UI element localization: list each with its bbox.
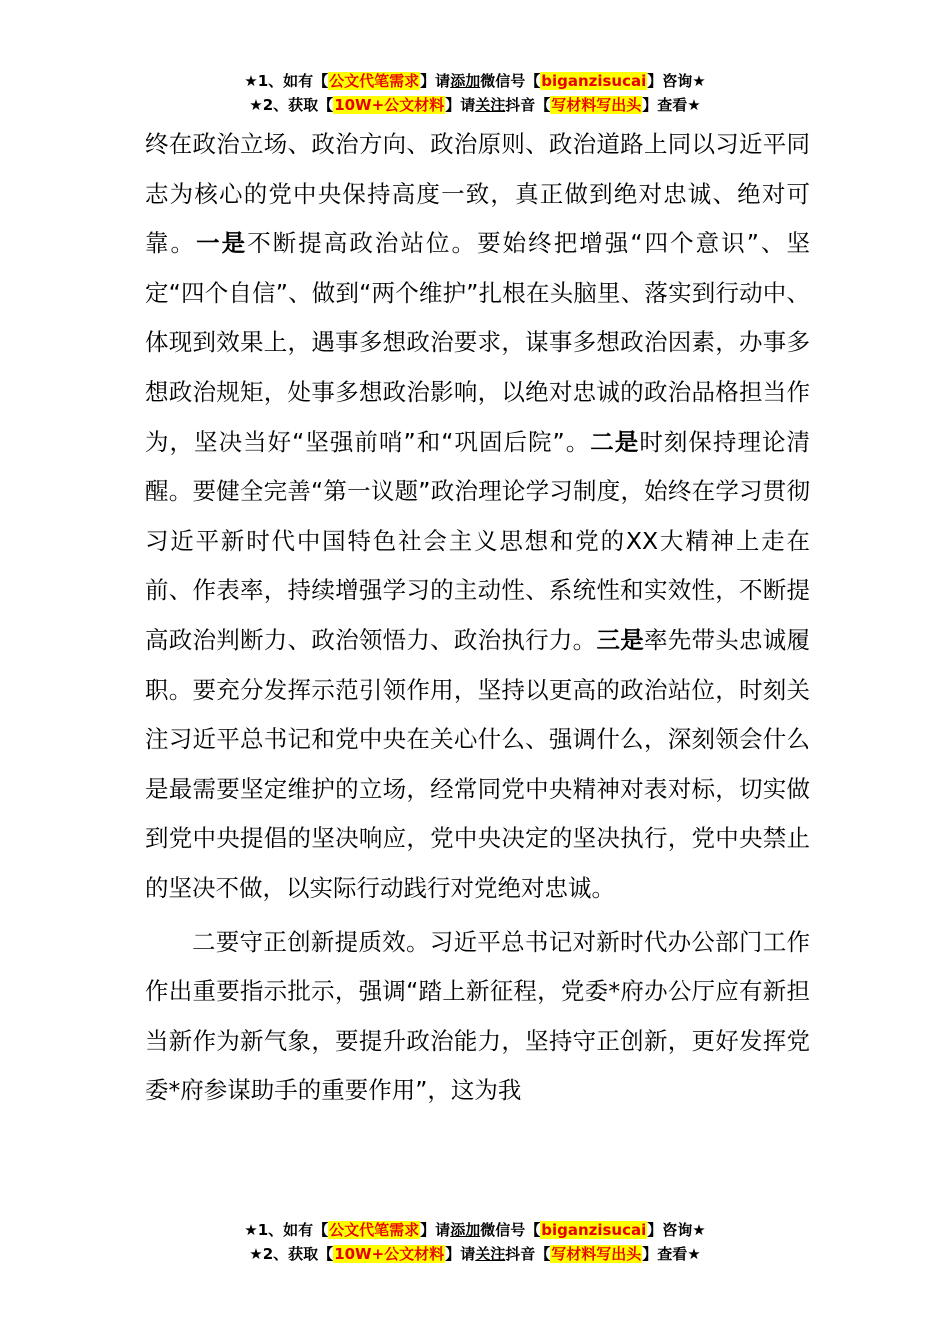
header-highlight-douyin: 写材料写出头: [551, 96, 642, 114]
header-line-1: ★1、如有【公文代笔需求】请添加微信号【biganzisucai】咨询★: [244, 72, 706, 90]
header-highlight-service: 公文代笔需求: [329, 72, 420, 90]
footer-highlight-service: 公文代笔需求: [329, 1221, 420, 1239]
header-line-2: ★2、获取【10W+公文材料】请关注抖音【写材料写出头】查看★: [249, 96, 701, 114]
footer-line-2: ★2、获取【10W+公文材料】请关注抖音【写材料写出头】查看★: [249, 1245, 701, 1263]
footer-highlight-douyin: 写材料写出头: [551, 1245, 642, 1263]
bold-marker-3: 三是: [596, 625, 644, 654]
paragraph-1: 终在政治立场、政治方向、政治原则、政治道路上同以习近平同志为核心的党中央保持高度一致，真正做到绝对忠诚、绝对可靠。一是不断提高政治站位。要始终把增强“四个意识”、坚定“四个自信”、做到“两个维护”扎根在头脑里、落实到行动中、体现到效果上，遇事多想政治要求，谋事多想政治因素，办事多想政治规矩，处事多想政治影响，以绝对忠诚的政治品格担当作为，坚决当好“坚强前哨”和“巩固后院”。二是时刻保持理论清醒。要健全完善“第一议题”政治理论学习制度，始终在学习贯彻习近平新时代中国特色社会主义思想和党的XX大精神上走在前、作表率，持续增强学习的主动性、系统性和实效性，不断提高政治判断力、政治领悟力、政治执行力。三是率先带头忠诚履职。要充分发挥示范引领作用，坚持以更高的政治站位，时刻关注习近平总书记和党中央在关心什么、强调什么，深刻领会什么是最需要坚定维护的立场，经常同党中央精神对表对标，切实做到党中央提倡的坚决响应，党中央决定的坚决执行，党中央禁止的坚决不做，以实际行动践行对党绝对忠诚。: [145, 130, 811, 902]
header-highlight-wechat: biganzisucai: [541, 72, 647, 90]
paragraph-2: 二要守正创新提质效。习近平总书记对新时代办公部门工作作出重要指示批示，强调“踏上新征程，党委*府办公厅应有新担当新作为新气象，要提升政治能力，坚持守正创新，更好发挥党委*府参谋助手的重要作用”，这为我: [145, 927, 810, 1105]
footer-highlight-materials: 10W+公文材料: [334, 1245, 445, 1263]
header-banner: [0, 69, 950, 117]
bold-marker-2: 二是: [590, 427, 640, 456]
footer-banner: [0, 1218, 950, 1266]
footer-highlight-wechat: biganzisucai: [541, 1221, 647, 1239]
header-highlight-materials: 10W+公文材料: [334, 96, 445, 114]
footer-line-1: ★1、如有【公文代笔需求】请添加微信号【biganzisucai】咨询★: [244, 1221, 706, 1239]
document-body: [145, 120, 810, 1116]
bold-marker-1: 一是: [196, 229, 248, 258]
